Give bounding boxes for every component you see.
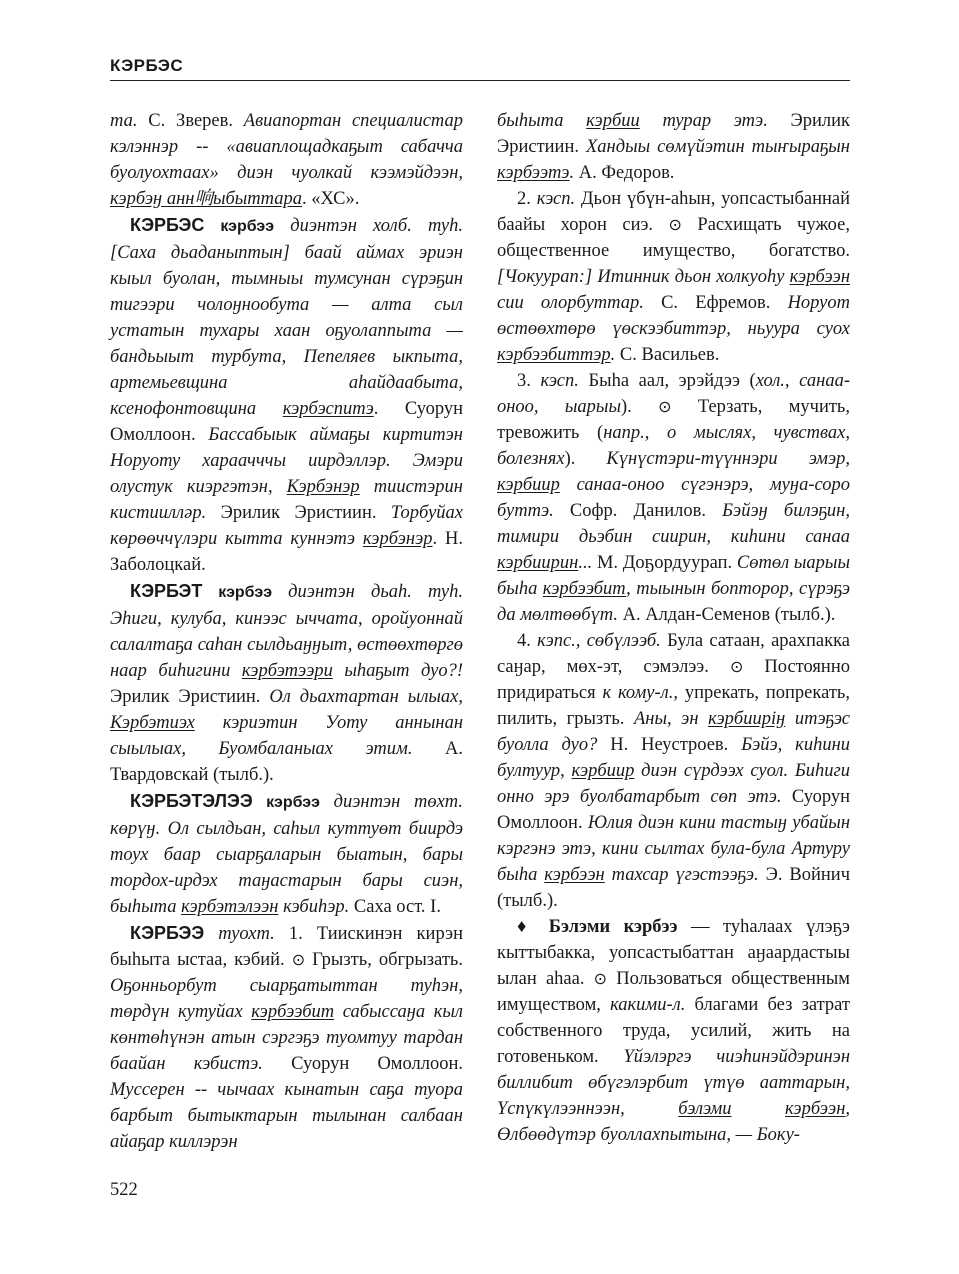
example-keyword [785, 1099, 845, 1119]
example-keyword [287, 477, 360, 497]
example-keyword [497, 345, 611, 365]
entry-paragraph [110, 788, 463, 920]
text-run: ). [564, 449, 607, 469]
example-keyword [572, 761, 635, 781]
entry-paragraph [497, 108, 850, 186]
text-run: Күнүстэри-түүннэри эмэр, [606, 449, 850, 469]
translation-marker-icon: ⊙ [729, 657, 744, 676]
text-run: кэрбэспитэ [282, 399, 374, 419]
text-run: . Н. Заболоцкай. [110, 529, 463, 575]
entry-paragraph [497, 368, 850, 628]
entry-paragraph [110, 578, 463, 788]
text-run: Авиапортан специалистар кэлэннэр -- «авиаплощадкаҕыт сабачча буолуохтаах» диэн чуолкай кээмэйдээн, [110, 111, 463, 183]
text-run: Сөтөл ыарыы быһа [497, 553, 850, 599]
text-run: благами без затрат собственного труда, усилий, жить на готовеньком. [497, 995, 850, 1067]
text-run: кэрбээ [202, 584, 273, 601]
text-run: Э. Войнич (тылб.). [497, 865, 851, 911]
headword: КЭРБЭТ [130, 581, 203, 601]
example-keyword [497, 553, 578, 573]
text-run: А. Алдан-Семенов (тылб.). [617, 605, 836, 625]
text-run: бэлэми [678, 1099, 732, 1119]
text-run: ... [578, 553, 593, 573]
headword: КЭРБЭТЭЛЭЭ [130, 791, 253, 811]
text-run: Н. Неустроев. [597, 735, 742, 755]
text-run: Расхищать чужое, общественное имущество, богатство. [497, 215, 850, 261]
text-run: кэрбээбиттэр [497, 345, 611, 365]
example-keyword [283, 399, 374, 419]
text-run: Эрилик Эристиин. [497, 111, 851, 157]
entry-paragraph [110, 212, 463, 578]
text-run: . «ХС». [302, 189, 360, 209]
translation-marker-icon: ⊙ [593, 969, 608, 988]
text-run: диэн сүрдээх суол. Биһиги онно эрэ буолбатарбыт сөп этэ. [497, 761, 850, 807]
text-run: диэнтэн холб. туһ. [274, 216, 463, 236]
text-run: С. Зверев. [137, 111, 244, 131]
example-keyword [497, 475, 560, 495]
text-run: С. Ефремов. [643, 293, 788, 313]
text-run: . Суорун Омоллоон. [110, 399, 463, 445]
text-run: к кому-л. [602, 683, 674, 703]
translation-marker-icon: ⊙ [658, 397, 672, 416]
running-head: КЭРБЭС [110, 56, 184, 75]
text-run: Постоянно придираться [497, 657, 850, 703]
text-run: та. [110, 111, 138, 131]
text-run: Грызть, обгрызать. [305, 950, 463, 970]
text-run: кэрбээбит [251, 1002, 335, 1022]
text-run: Быһа аал, эрэйдээ ( [578, 371, 756, 391]
text-run: [Чокуурап:] Итинник дьон холкуоһу [497, 267, 790, 287]
entry-paragraph [110, 108, 463, 212]
text-run: Оҕонньорбут сыарҕатыттан туһэн, төрдүн кутуйах [110, 976, 463, 1022]
headword: КЭРБЭЭ [130, 923, 205, 943]
text-run: туохт. [204, 924, 275, 944]
text-run: кэсп. [540, 371, 579, 391]
text-run: А. Федоров. [574, 163, 675, 183]
text-run: Дьон үбүн-аһын, уопсастыбаннай баайы хорон сиэ. [497, 189, 850, 235]
text-run: санаа-оноо сүгэнэрэ, муӈа-соро буттэ. [497, 475, 850, 521]
right-column [497, 108, 850, 1148]
text-run: Торбуйах көрөөччүлэри кытта куннэтэ [110, 503, 463, 549]
text-run: Муссерен -- чычаах кынатын саҕа туора барбыт бытыктарын тылынан салбаан айаҕар киллэрэн [110, 1080, 463, 1152]
text-run: Үйэлэргэ чиэһинэйдэринэн биллибит өбүгэлэрбит үтүө ааттарын, Үспүкүлээннээн, [497, 1047, 850, 1119]
text-run: сабыссаӈа кыл көнтөһүнэн атын сэргэҕэ туомтуу тардан баайан кэбистэ. [110, 1002, 463, 1074]
header-rule [110, 80, 850, 81]
text-run: кэрбэтээри [241, 661, 333, 681]
text-run: Суорун Омоллоон. [497, 787, 850, 833]
text-run: хол., санаа-оноо, ыарыы [497, 371, 850, 417]
text-run: Бассабыык аймаҕы киртитэн Норуоту хараачччы иирдэллэр. Эмэри олустук киэргэтэн, [110, 425, 463, 497]
text-run: кэрбэӈ анн响ыбыттара [110, 189, 303, 209]
text-run: — туһалаах үлэҕэ кыттыбакка, уопсастыбаттан аӈаардастыы ылан аһаа. [497, 917, 850, 989]
example-keyword [110, 713, 195, 733]
text-run: кэрбииріӈ [708, 709, 786, 729]
example-keyword [363, 529, 433, 549]
text-run: 3. [517, 371, 541, 391]
text-run: кэрбэнэр [362, 529, 433, 549]
text-run: кэсп. [536, 189, 576, 209]
text-run: А. Твардовскай (тылб.). [110, 739, 463, 785]
text-run: кэпс., сөбүлээб. [537, 631, 661, 651]
text-run: , тыынын боптороp, сүрэҕэ да мөлтөөбүт. [497, 579, 850, 625]
text-run: кэрбэтэлээн [181, 897, 279, 917]
text-run: напр., о мыслях, чувствах, болезнях [497, 423, 850, 469]
text-run: баай аймах эриэн кыыл буолан, тымныы тумсунан сүрэҕин тигээри чолоӈнообута — алта сыл устатын тухары хаан оҕуолаппыта — бандьыыт турбута, Пепеляев ыкпыта, артемьевщина аһайдаабыта, ксенофонтовщина [110, 243, 463, 419]
example-keyword [544, 865, 604, 885]
example-keyword [251, 1002, 334, 1022]
text-run: Норуот өстөөхтөрө үөскээбиттэр, ньуура суох [497, 293, 850, 339]
text-run: Кэрбэтиэх [110, 713, 195, 733]
example-keyword [678, 1099, 731, 1119]
text-run: Була сатаан, арахпакка саӈар, мөх-эт, сэмэлээ. [497, 631, 851, 677]
text-run: ). [620, 397, 659, 417]
text-run [732, 1099, 785, 1119]
text-run: турар этэ. [639, 111, 768, 131]
text-run: диэнтэн төхт. көрүӈ. Ол сылдьан, саһыл куттуөт биирдэ тоух баар сыарҕаларын быатын, бары тордох-ирдэх таӈастарын бары сиэн, быһыта [110, 792, 463, 917]
text-run: кэрбээ [252, 794, 320, 811]
text-run: , упрекать, попрекать, пилить, грызть. [497, 683, 850, 729]
text-run: тиистэрин кистиилләр. [110, 477, 463, 523]
translation-marker-icon: ⊙ [668, 215, 682, 234]
text-run: 2. [517, 189, 537, 209]
text-run: Ол дьахтартан ылыах, [269, 687, 463, 707]
text-run: Юлия диэн кини тастыӈ убайын кэргэнэ этэ, кини сылтах була-була Артуру быһа [497, 813, 851, 885]
text-run: Кэрбэнэр [286, 477, 360, 497]
entry-paragraph [497, 914, 850, 1148]
text-run: кэрбээ [204, 218, 275, 235]
example-keyword [110, 189, 302, 209]
text-run: итэҕэс буолла дуо? [497, 709, 850, 755]
text-run: . [610, 345, 616, 365]
text-run: [Саха дьаданыптын] [110, 243, 305, 263]
text-run: Эрилик Эристиин. [110, 687, 270, 707]
text-run: Бэйэӈ билэҕин, тимири дьэбин сиирин, киһини санаа [497, 501, 850, 547]
text-run: кэрбээбит [542, 579, 627, 599]
text-run: Пользоваться общественным имуществом, [497, 969, 850, 1015]
text-run: Софр. Данилов. [553, 501, 723, 521]
text-run: кэрбээн [785, 1099, 846, 1119]
text-run: кэриэтин Уоту аннынан сыылыах, Буомбаланыах этим. [110, 713, 463, 759]
entry-paragraph [110, 920, 463, 1155]
text-run: кэрбиирин [497, 553, 579, 573]
text-run: Аны, эн [633, 709, 709, 729]
text-run: кэрбиир [497, 475, 560, 495]
text-run: диэнтэн дьаһ. туһ. Эһиги, кулуба, кинээс ыччата, оройуоннай салалтаҕа саһан сылдьаӈӈыт, өстөөхтөргө наар биһигини [110, 582, 463, 681]
example-keyword [586, 111, 640, 131]
text-run: кэрбиир [571, 761, 635, 781]
text-run: Суорун Омоллоон. [262, 1054, 464, 1074]
example-keyword [497, 163, 569, 183]
text-run: кэрбээтэ [497, 163, 570, 183]
text-run: Хандыы сөмүйэтин тыҥыраҕын [586, 137, 850, 157]
text-run: сии олорбуттар. [497, 293, 644, 313]
text-run: , Өлбөөдүтэр буоллахпытына, — Боку- [497, 1099, 850, 1145]
example-keyword [543, 579, 626, 599]
entry-paragraph [497, 186, 850, 368]
example-keyword [242, 661, 333, 681]
text-run: кэбиһэр. [278, 897, 350, 917]
text-run: Эрилик Эристиин. [206, 503, 391, 523]
text-run: . [569, 163, 575, 183]
text-run: тахсар үгэстээҕэ. [604, 865, 759, 885]
text-run: ыһаҕыт дуо?! [332, 661, 463, 681]
page-number: 522 [110, 1180, 138, 1200]
left-column [110, 108, 463, 1155]
headword: КЭРБЭС [130, 215, 205, 235]
text-run: быһыта [497, 111, 587, 131]
text-run: С. Васильев. [615, 345, 720, 365]
entry-paragraph [497, 628, 850, 914]
example-keyword [181, 897, 278, 917]
text-run: Саха ост. I. [349, 897, 441, 917]
text-run: кэрбээн [789, 267, 850, 287]
text-run: М. Доҕордуурап. [592, 553, 737, 573]
example-keyword [708, 709, 785, 729]
text-run: Терзать, мучить, тревожить ( [497, 397, 850, 443]
example-keyword [790, 267, 850, 287]
text-run: 1. Тиискинэн кирэн быһыта ыстаа, кэбий. [110, 924, 463, 970]
phrase-headword: ♦ Бэлэми кэрбээ [517, 917, 678, 937]
text-run: Бэйэ, киһини бултуур, [497, 735, 850, 781]
text-run: кэрбээн [544, 865, 605, 885]
text-run: кэрбии [586, 111, 640, 131]
translation-marker-icon: ⊙ [291, 950, 306, 969]
text-run: какими-л. [610, 995, 686, 1015]
text-run: 4. [517, 631, 538, 651]
